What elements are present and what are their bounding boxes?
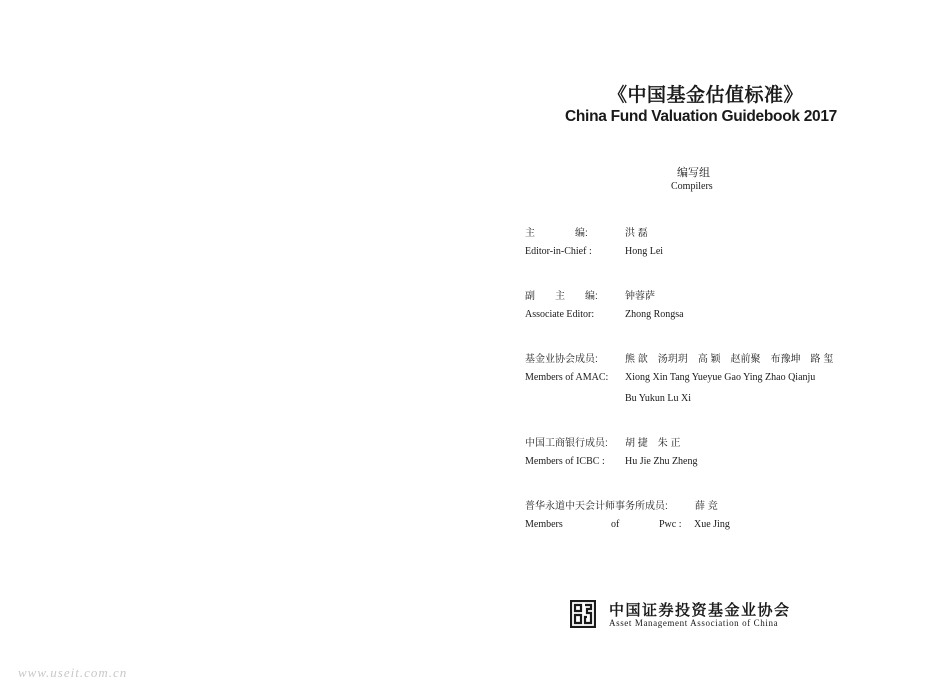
- amac-members-value-cn: 熊 歆 汤玥玥 高 颖 赵前聚 布豫坤 路 玺: [625, 354, 834, 365]
- icbc-members-value-cn: 胡 捷 朱 正: [625, 438, 681, 449]
- pwc-members-label-cn: 普华永道中天会计师事务所成员:: [525, 501, 668, 512]
- associate-editor-value-cn: 钟蓉萨: [625, 291, 655, 302]
- amac-logo-icon: [570, 600, 596, 628]
- editor-in-chief-value-cn: 洪 磊: [625, 228, 648, 239]
- associate-editor-label-cn: 副 主 编:: [525, 291, 598, 302]
- pwc-label-word-pwc: Pwc :: [659, 519, 682, 530]
- icbc-members-label-en: Members of ICBC :: [525, 456, 605, 467]
- document-title-chinese: 《中国基金估值标准》: [608, 84, 804, 106]
- pwc-label-word-members: Members: [525, 519, 563, 530]
- amac-members-value-en: Xiong Xin Tang Yueyue Gao Ying Zhao Qianju: [625, 372, 816, 383]
- association-name-chinese: 中国证券投资基金业协会: [609, 601, 791, 619]
- pwc-members-label-en: [525, 519, 563, 530]
- associate-editor-value-en: Zhong Rongsa: [625, 309, 684, 320]
- pwc-members-value-en: Xue Jing: [694, 519, 730, 530]
- icbc-members-value-en: Hu Jie Zhu Zheng: [625, 456, 698, 467]
- amac-members-value-en-continued: Bu Yukun Lu Xi: [625, 393, 692, 404]
- editor-in-chief-label-cn: 主 编:: [525, 228, 588, 239]
- pwc-members-value-cn: 薛 竞: [695, 501, 718, 512]
- website-watermark: www.useit.com.cn: [18, 665, 128, 680]
- pwc-label-word-of: of: [611, 519, 620, 530]
- amac-members-label-cn: 基金业协会成员:: [525, 354, 598, 365]
- editor-in-chief-label-en: Editor-in-Chief :: [525, 246, 592, 257]
- associate-editor-label-en: Associate Editor:: [525, 309, 595, 320]
- editor-in-chief-value-en: Hong Lei: [625, 246, 664, 257]
- compilers-heading-chinese: 编写组: [677, 167, 710, 179]
- document-title-english: China Fund Valuation Guidebook 2017: [565, 108, 837, 125]
- amac-members-label-en: Members of AMAC:: [525, 372, 609, 383]
- icbc-members-label-cn: 中国工商银行成员:: [525, 438, 608, 449]
- association-name-english: Asset Management Association of China: [609, 618, 779, 628]
- compilers-heading-english: Compilers: [671, 181, 713, 192]
